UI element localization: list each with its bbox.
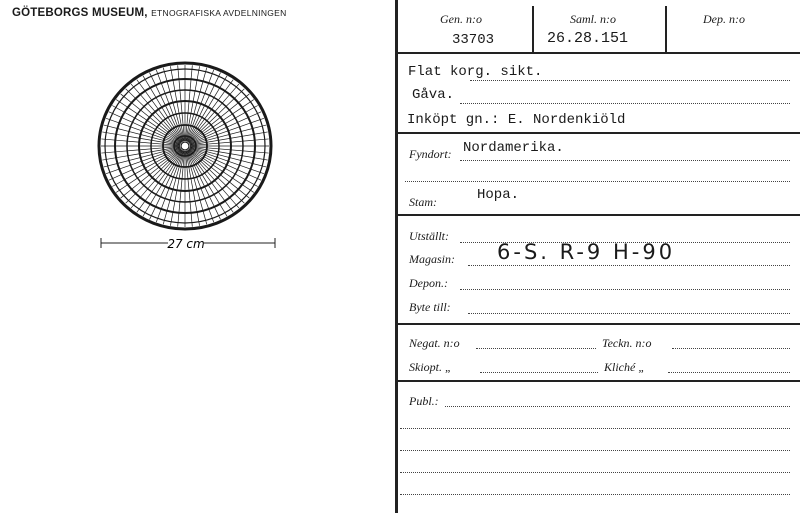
purchase-line: Inköpt gn.: E. Nordenkiöld — [407, 112, 626, 128]
magasin-label: Magasin: — [409, 252, 455, 266]
stam-value: Hopa. — [477, 187, 520, 203]
depon-label: Depon.: — [409, 276, 448, 290]
col-divider-1 — [532, 6, 534, 52]
gift-line: Gåva. — [412, 87, 455, 103]
card-divider — [395, 0, 398, 513]
images-rule — [397, 380, 800, 382]
saml-no-value: 26.28.151 — [547, 30, 629, 47]
object-description: Flat korg. sikt. — [408, 64, 543, 80]
fyndort-label: Fyndort: — [409, 147, 452, 161]
magasin-value: 6-S. R-9 H-90 — [497, 240, 676, 264]
purchase-rule — [397, 132, 800, 134]
utstallt-label: Utställt: — [409, 229, 450, 243]
scale-bar — [100, 234, 276, 254]
negat-label: Negat. n:o — [409, 336, 460, 350]
top-row-rule — [397, 52, 800, 54]
byte-rule — [397, 323, 800, 325]
dep-no-label: Dep. n:o — [703, 12, 745, 26]
teckn-label: Teckn. n:o — [602, 336, 652, 350]
kliche-label: Kliché „ — [604, 360, 645, 374]
gen-no-value: 33703 — [452, 32, 495, 48]
stam-label: Stam: — [409, 195, 437, 209]
skiopt-label: Skiopt. „ — [409, 360, 452, 374]
museum-header — [12, 7, 287, 19]
byte-till-label: Byte till: — [409, 300, 451, 314]
scale-label: 27 cm — [167, 237, 205, 251]
publ-label: Publ.: — [409, 394, 439, 408]
fyndort-value: Nordamerika. — [463, 140, 564, 156]
basket-sketch — [90, 58, 280, 238]
department-name: ETNOGRAFISKA AVDELNINGEN — [151, 8, 287, 18]
gen-no-label: Gen. n:o — [440, 12, 482, 26]
museum-name: GÖTEBORGS MUSEUM, — [12, 7, 148, 19]
saml-no-label: Saml. n:o — [570, 12, 616, 26]
stam-rule — [397, 214, 800, 216]
col-divider-2 — [665, 6, 667, 52]
